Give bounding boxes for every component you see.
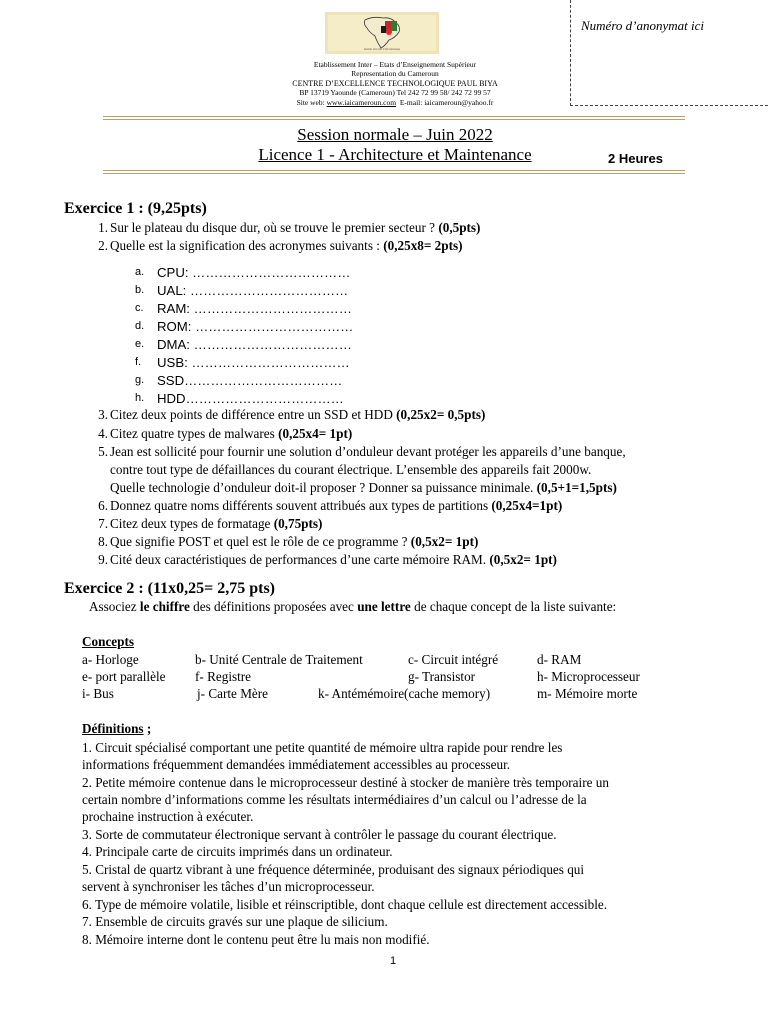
item-letter: a. [135,266,145,278]
definition-line: certain nombre d’informations comme les résultats intermédiaires d’un calcul ou l’adresse de la [82,792,587,807]
header-rule [103,173,685,174]
exam-title [200,125,590,165]
instruction-text: Associez [89,599,140,614]
concept-item: g- Transistor [408,669,476,684]
question-body: Quelle technologie d’onduleur doit-il proposer ? Donner sa puissance minimale. [110,480,537,495]
question-points: (0,5+1=1,5pts) [536,480,617,495]
item-text: USB: ……………………………… [157,355,350,370]
definitions-title [82,721,151,737]
exercise2-title: Exercice 2 : (11x0,25= 2,75 pts) [64,580,276,597]
concept-item: f- Registre [195,669,252,684]
question-text [110,497,562,515]
question-points: (0,5pts) [438,220,481,235]
question-body: Cité deux caractéristiques de performances d’une carte mémoire RAM. [110,552,490,567]
definition-line: prochaine instruction à exécuter. [82,809,254,824]
item-letter: h. [135,392,145,404]
question-body: Sur le plateau du disque dur, où se trouve le premier secteur ? [110,220,439,235]
question-points: (0,75pts) [273,516,323,531]
question-points: (0,25x4=1pt) [491,498,563,513]
definition-line: servent à synchroniser les tâches d’un microprocesseur. [82,879,375,894]
item-text: CPU: ……………………………… [157,265,351,280]
concept-item: k- Antémémoire(cache memory) [318,686,491,701]
question-points: (0,5x2= 1pt) [410,534,479,549]
question-number: 2. [98,238,108,253]
definition-line: 7. Ensemble de circuits gravés sur une plaque de silicium. [82,914,388,929]
definition-line: 5. Cristal de quartz vibrant à une fréquence déterminée, produisant des signaux périodiques qui [82,862,585,877]
institution-name: CENTRE D’EXCELLENCE TECHNOLOGIQUE PAUL BIYA [292,78,498,88]
question-points: (0,25x4= 1pt) [278,426,353,441]
concept-item: a- Horloge [82,652,139,667]
institution-line: Etablissement Inter – Etats d’Enseignement Supérieur [313,60,477,69]
anonymat-box[interactable] [570,0,768,106]
instruction-text: de chaque concept de la liste suivante: [410,599,617,614]
concept-item: e- port parallèle [82,669,166,684]
question-text [110,533,478,551]
institution-info [200,60,590,107]
concept-item: h- Microprocesseur [537,669,640,684]
definitions-heading: Définitions [82,721,144,736]
question-text [110,406,485,424]
question-number: 3. [98,407,108,422]
exercise2-instructions [89,599,616,615]
definition-line: 3. Sorte de commutateur électronique servant à contrôler le passage du courant électrique. [82,827,557,842]
header-rule [103,119,685,120]
header-rule [103,170,685,171]
item-letter: b. [135,284,145,296]
definitions-suffix: ; [143,721,152,736]
definition-line: 8. Mémoire interne dont le contenu peut être lu mais non modifié. [82,932,430,947]
instruction-text: des définitions proposées avec [189,599,358,614]
question-body: Donnez quatre noms différents souvent attribués aux types de partitions [110,498,492,513]
item-letter: f. [135,356,142,368]
question-body: Quelle est la signification des acronymes suivants : [110,238,384,253]
question-points: (0,5x2= 1pt) [489,552,557,567]
concepts-title: Concepts [82,634,135,649]
institution-line: Representation du Cameroun [351,69,439,79]
question-number: 7. [98,516,108,531]
concept-item: m- Mémoire morte [537,686,638,701]
definition-line: informations fréquemment demandées immédiatement accessibles au processeur. [82,757,511,772]
question-body: Citez quatre types de malwares [110,426,279,441]
question-number: 1. [98,220,108,235]
item-letter: c. [135,302,144,314]
item-text: ROM: ……………………………… [157,319,354,334]
concept-item: c- Circuit intégré [408,652,499,667]
question-text [110,515,322,533]
institution-contact [200,98,590,107]
concept-item: i- Bus [82,686,114,701]
definition-line: 6. Type de mémoire volatile, lisible et réinscriptible, dont chaque cellule est directement accessible. [82,897,608,912]
question-text [110,219,480,237]
header-rule [103,116,685,117]
question-number: 5. [98,444,108,459]
instruction-emphasis: une lettre [357,599,411,614]
question-body: Que signifie POST et quel est le rôle de ce programme ? [110,534,411,549]
question-text [110,425,352,443]
concept-item: j- Carte Mère [197,686,269,701]
institution-logo [325,12,439,54]
definition-line: 2. Petite mémoire contenue dans le microprocesseur destiné à stocker de manière très temporaire un [82,775,609,790]
svg-text:institut africain d'informatiq: institut africain d'informatique [363,47,401,51]
item-letter: d. [135,320,145,332]
exam-duration: 2 Heures [608,151,663,166]
instruction-emphasis: le chiffre [139,599,190,614]
question-body: Citez deux types de formatage [110,516,274,531]
question-body: contre tout type de défaillances du courant électrique. L’ensemble des appareils fait 2000w. [110,462,592,477]
question-text [110,551,557,569]
page-number: 1 [390,955,397,967]
item-text: DMA: ……………………………… [157,337,352,352]
course-title: Licence 1 - Architecture et Maintenance [258,145,532,164]
concept-item: d- RAM [537,652,582,667]
question-number: 8. [98,534,108,549]
email: E-mail: iaicameroun@yahoo.fr [399,97,494,107]
item-text: SSD……………………………… [157,373,343,388]
session-title: Session normale – Juin 2022 [297,125,493,144]
question-number: 9. [98,552,108,567]
question-points: (0,25x2= 0,5pts) [396,407,486,422]
question-body: Citez deux points de différence entre un SSD et HDD [110,407,397,422]
definition-line: 4. Principale carte de circuits imprimés dans un ordinateur. [82,844,393,859]
site-link[interactable]: www.iaicameroun.com [326,97,397,107]
item-text: RAM: ……………………………… [157,301,352,316]
question-text [110,479,617,497]
question-text [110,237,463,255]
concept-item: b- Unité Centrale de Traitement [195,652,363,667]
item-text: HDD……………………………… [157,391,344,406]
item-letter: e. [135,338,145,350]
item-letter: g. [135,374,145,386]
institution-address: BP 13719 Yaounde (Cameroun) Tel 242 72 99 58/ 242 72 99 57 [299,88,491,98]
question-body: Jean est sollicité pour fournir une solution d’onduleur devant protéger les appareils d’une banque, [110,444,626,459]
question-points: (0,25x8= 2pts) [383,238,463,253]
definition-line: 1. Circuit spécialisé comportant une petite quantité de mémoire ultra rapide pour rendre les [82,740,563,755]
item-text: UAL: ……………………………… [157,283,349,298]
anonymat-label: Numéro d’anonymat ici [581,18,704,33]
question-number: 4. [98,426,108,441]
site-label: Site web: [296,97,325,107]
question-number: 6. [98,498,108,513]
exercise1-title: Exercice 1 : (9,25pts) [64,200,207,217]
